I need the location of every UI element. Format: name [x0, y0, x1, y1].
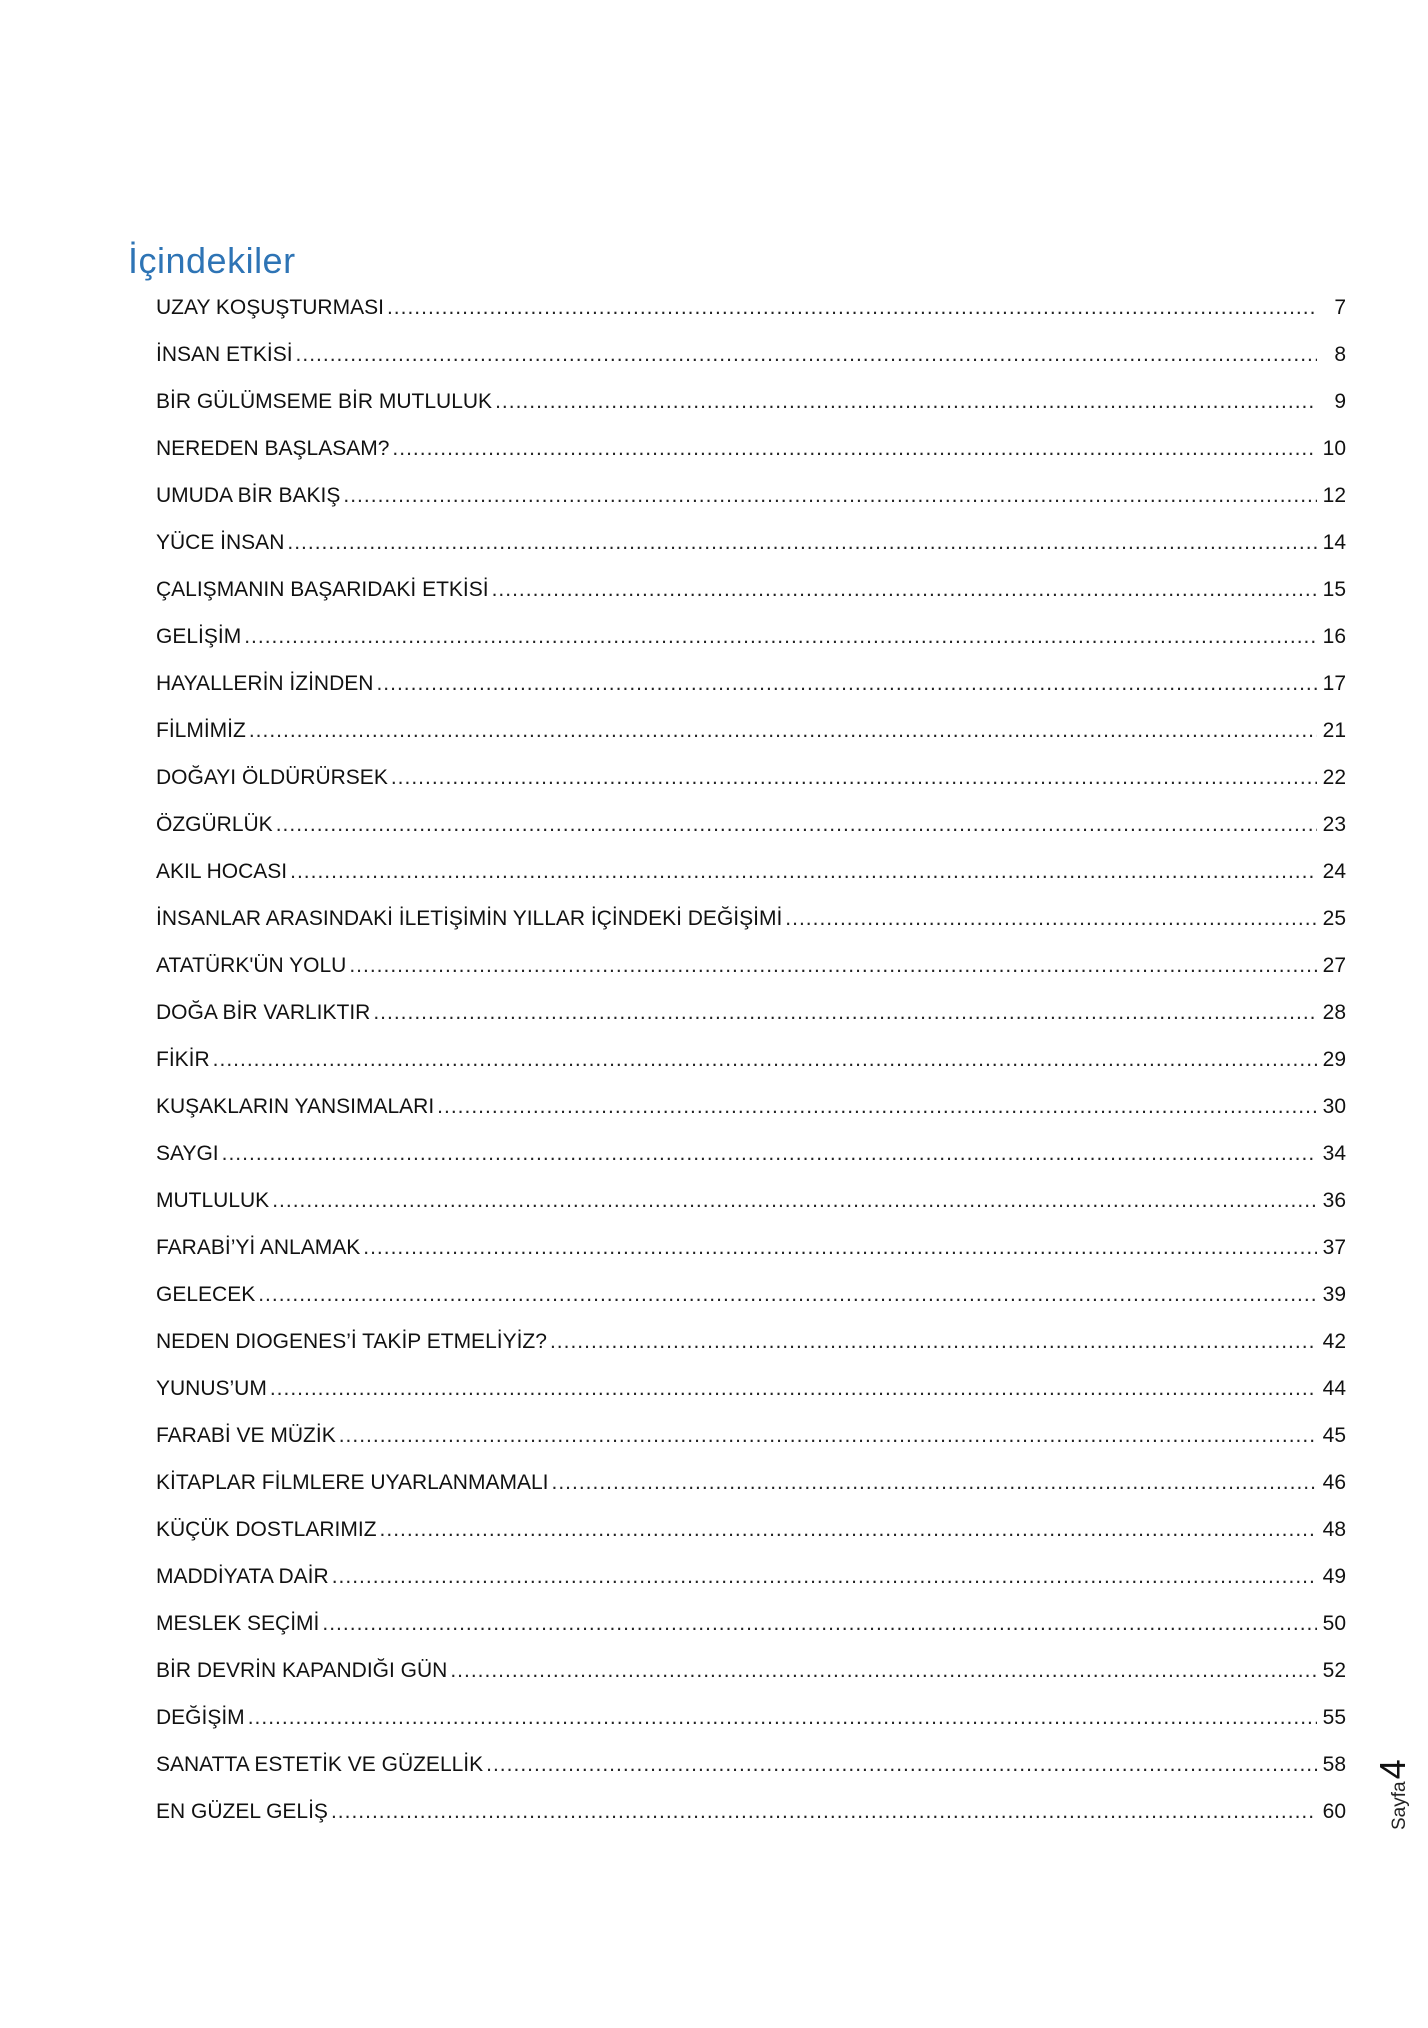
toc-entry[interactable] [156, 1465, 1346, 1512]
toc-entry-page: 34 [1322, 1142, 1346, 1165]
toc-entry-title: DOĞAYI ÖLDÜRÜRSEK [156, 766, 388, 789]
toc-dot-leader [296, 337, 1317, 373]
toc-entry-title: KİTAPLAR FİLMLERE UYARLANMAMALI [156, 1471, 549, 1494]
toc-entry[interactable] [156, 1653, 1346, 1700]
toc-dot-leader [376, 666, 1317, 702]
toc-entry-title: UZAY KOŞUŞTURMASI [156, 296, 384, 319]
toc-entry[interactable] [156, 807, 1346, 854]
toc-entry-page: 24 [1322, 860, 1346, 883]
toc-entry-title: EN GÜZEL GELİŞ [156, 1800, 328, 1823]
toc-dot-leader [290, 854, 1317, 890]
toc-entry-title: İNSANLAR ARASINDAKİ İLETİŞİMİN YILLAR İÇİNDEKİ DEĞİŞİMİ [156, 907, 783, 930]
toc-entry-page: 25 [1322, 907, 1346, 930]
toc-dot-leader [270, 1371, 1317, 1407]
toc-entry[interactable] [156, 854, 1346, 901]
toc-entry[interactable] [156, 760, 1346, 807]
toc-dot-leader [213, 1042, 1317, 1078]
toc-dot-leader [249, 713, 1317, 749]
toc-dot-leader [380, 1512, 1317, 1548]
toc-entry-page: 9 [1334, 390, 1346, 413]
toc-entry-page: 50 [1322, 1612, 1346, 1635]
toc-entry-page: 14 [1322, 531, 1346, 554]
toc-entry-title: BİR GÜLÜMSEME BİR MUTLULUK [156, 390, 493, 413]
toc-entry-title: AKIL HOCASI [156, 860, 288, 883]
toc-entry[interactable] [156, 619, 1346, 666]
toc-heading: İçindekiler [128, 240, 296, 281]
toc-entry-title: MUTLULUK [156, 1189, 270, 1212]
toc-entry[interactable] [156, 713, 1346, 760]
toc-entry-page: 12 [1322, 484, 1346, 507]
toc-entry-page: 7 [1334, 296, 1346, 319]
toc-dot-leader [391, 760, 1317, 796]
toc-entry[interactable] [156, 1418, 1346, 1465]
toc-entry[interactable] [156, 478, 1346, 525]
toc-dot-leader [392, 431, 1317, 467]
toc-entry-page: 28 [1322, 1001, 1346, 1024]
toc-entry-page: 60 [1322, 1800, 1346, 1823]
toc-entry-title: SAYGI [156, 1142, 219, 1165]
toc-dot-leader [222, 1136, 1317, 1172]
toc-entry[interactable] [156, 1277, 1346, 1324]
toc-dot-leader [363, 1230, 1317, 1266]
toc-entry[interactable] [156, 948, 1346, 995]
page-number-label [1372, 1759, 1413, 1830]
toc-entry-title: FARABİ VE MÜZİK [156, 1424, 336, 1447]
toc-entry-page: 39 [1322, 1283, 1346, 1306]
toc-entry[interactable] [156, 995, 1346, 1042]
toc-entry-title: KÜÇÜK DOSTLARIMIZ [156, 1518, 377, 1541]
toc-entry-title: MADDİYATA DAİR [156, 1565, 329, 1588]
toc-dot-leader [287, 525, 1317, 561]
toc-entry-page: 21 [1322, 719, 1346, 742]
toc-entry-title: DEĞİŞİM [156, 1706, 245, 1729]
toc-entry[interactable] [156, 1230, 1346, 1277]
toc-entry-title: ATATÜRK'ÜN YOLU [156, 954, 347, 977]
toc-entry[interactable] [156, 1559, 1346, 1606]
toc-dot-leader [248, 1700, 1317, 1736]
toc-dot-leader [343, 478, 1317, 514]
toc-entry-page: 37 [1322, 1236, 1346, 1259]
toc-dot-leader [373, 995, 1317, 1031]
toc-entry-title: FİLMİMİZ [156, 719, 246, 742]
toc-dot-leader [276, 807, 1317, 843]
toc-dot-leader [339, 1418, 1317, 1454]
toc-dot-leader [550, 1324, 1317, 1360]
toc-entry-title: GELECEK [156, 1283, 256, 1306]
toc-entry[interactable] [156, 1371, 1346, 1418]
toc-entry[interactable] [156, 1183, 1346, 1230]
toc-entry-page: 23 [1322, 813, 1346, 836]
toc-entry[interactable] [156, 1700, 1346, 1747]
toc-entry-title: İNSAN ETKİSİ [156, 343, 293, 366]
toc-dot-leader [495, 384, 1317, 420]
toc-dot-leader [331, 1794, 1317, 1830]
toc-entry-page: 58 [1322, 1753, 1346, 1776]
toc-entry-page: 42 [1322, 1330, 1346, 1353]
toc-dot-leader [552, 1465, 1318, 1501]
toc-entry-title: GELİŞİM [156, 625, 242, 648]
toc-entry-page: 49 [1322, 1565, 1346, 1588]
toc-entry-title: SANATTA ESTETİK VE GÜZELLİK [156, 1753, 484, 1776]
toc-entry-page: 30 [1322, 1095, 1346, 1118]
toc-entry[interactable] [156, 1794, 1346, 1841]
toc-dot-leader [272, 1183, 1317, 1219]
toc-entry[interactable] [156, 1747, 1346, 1794]
toc-entry-title: YÜCE İNSAN [156, 531, 285, 554]
toc-entry-page: 52 [1322, 1659, 1346, 1682]
toc-entry-title: BİR DEVRİN KAPANDIĞI GÜN [156, 1659, 448, 1682]
page-label-word: Sayfa [1389, 1781, 1410, 1830]
toc-dot-leader [437, 1089, 1317, 1125]
toc-dot-leader [785, 901, 1317, 937]
toc-entry-page: 17 [1322, 672, 1346, 695]
toc-dot-leader [492, 572, 1317, 608]
toc-entry-title: UMUDA BİR BAKIŞ [156, 484, 341, 507]
toc-entry-page: 15 [1322, 578, 1346, 601]
toc-entry[interactable] [156, 290, 1346, 337]
toc-entry[interactable] [156, 431, 1346, 478]
toc-entry[interactable] [156, 1512, 1346, 1559]
toc-dot-leader [450, 1653, 1317, 1689]
toc-entry-page: 46 [1322, 1471, 1346, 1494]
toc-dot-leader [349, 948, 1317, 984]
toc-entry[interactable] [156, 525, 1346, 572]
toc-entry-page: 22 [1322, 766, 1346, 789]
toc-list [156, 290, 1346, 1841]
toc-entry[interactable] [156, 1042, 1346, 1089]
page-number: 4 [1372, 1759, 1413, 1780]
toc-entry[interactable] [156, 337, 1346, 384]
toc-entry[interactable] [156, 901, 1346, 948]
toc-entry[interactable] [156, 666, 1346, 713]
toc-entry-title: MESLEK SEÇİMİ [156, 1612, 320, 1635]
toc-entry[interactable] [156, 572, 1346, 619]
toc-dot-leader [322, 1606, 1317, 1642]
toc-entry-page: 16 [1322, 625, 1346, 648]
toc-entry-page: 10 [1322, 437, 1346, 460]
toc-dot-leader [244, 619, 1317, 655]
toc-entry-page: 55 [1322, 1706, 1346, 1729]
toc-entry-title: ÖZGÜRLÜK [156, 813, 273, 836]
toc-entry-title: DOĞA BİR VARLIKTIR [156, 1001, 371, 1024]
toc-entry-page: 8 [1334, 343, 1346, 366]
toc-dot-leader [387, 290, 1317, 326]
toc-entry-page: 45 [1322, 1424, 1346, 1447]
toc-entry[interactable] [156, 1606, 1346, 1653]
toc-entry-page: 29 [1322, 1048, 1346, 1071]
toc-entry[interactable] [156, 1324, 1346, 1371]
toc-entry-page: 48 [1322, 1518, 1346, 1541]
toc-entry[interactable] [156, 1136, 1346, 1183]
toc-entry-title: HAYALLERİN İZİNDEN [156, 672, 374, 695]
toc-entry-title: NEREDEN BAŞLASAM? [156, 437, 390, 460]
toc-dot-leader [486, 1747, 1317, 1783]
toc-dot-leader [332, 1559, 1317, 1595]
toc-entry-page: 36 [1322, 1189, 1346, 1212]
toc-entry-title: YUNUS’UM [156, 1377, 267, 1400]
toc-entry-title: FİKİR [156, 1048, 210, 1071]
toc-dot-leader [258, 1277, 1317, 1313]
toc-entry-title: FARABİ’Yİ ANLAMAK [156, 1236, 361, 1259]
toc-entry-title: NEDEN DIOGENES’İ TAKİP ETMELİYİZ? [156, 1330, 547, 1353]
toc-entry-title: KUŞAKLARIN YANSIMALARI [156, 1095, 435, 1118]
toc-entry[interactable] [156, 1089, 1346, 1136]
toc-entry[interactable] [156, 384, 1346, 431]
toc-entry-page: 44 [1322, 1377, 1346, 1400]
toc-entry-title: ÇALIŞMANIN BAŞARIDAKİ ETKİSİ [156, 578, 489, 601]
toc-entry-page: 27 [1322, 954, 1346, 977]
